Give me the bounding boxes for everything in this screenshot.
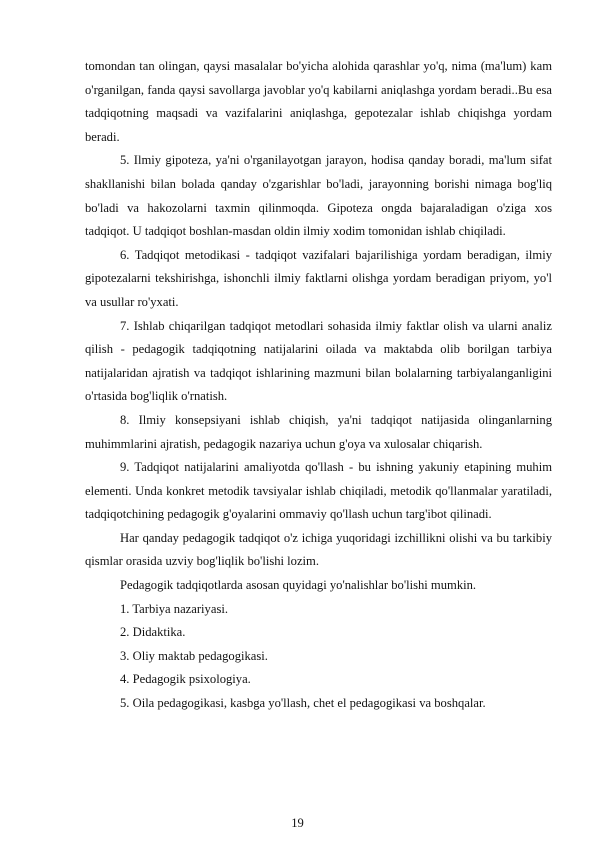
list-item: 5. Oila pedagogikasi, kasbga yo'llash, chet el pedagogikasi va boshqalar.: [120, 696, 486, 711]
list-item: 1. Tarbiya nazariyasi.: [120, 601, 228, 616]
list-item: 3. Oliy maktab pedagogikasi.: [120, 648, 268, 663]
paragraph-item-9: 9. Tadqiqot natijalarini amaliyotda qo'llash - bu ishning yakuniy etapining muhim elementi. Unda konkret metodik tavsiyalar ishlab chiqiladi, metodik qo'llanmalar yaratiladi, tadqiqotchining pedagogik g'oyalarini ommaviy qo'llash uchun targ'ibot qilinadi.: [85, 460, 552, 522]
paragraph-item-6: 6. Tadqiqot metodikasi - tadqiqot vazifalari bajarilishiga yordam beradigan, ilmiy gipotezalarni tekshirishga, ishonchli ilmiy faktlarni olishga yordam beradigan priyom, yo'l va usullar ro'yxati.: [85, 247, 552, 309]
page-number: 19: [291, 816, 304, 830]
paragraph-continuation: tomondan tan olingan, qaysi masalalar bo'yicha alohida qarashlar yo'q, nima (ma'lum) kam o'rganilgan, fanda qaysi savollarga javoblar yo'q kabilarni aniqlashga yordam beradi..Bu esa tadqiqotning maqsadi va vazifalarini aniqlashga, gepotezalar ishlab chiqishga yordam beradi.: [85, 59, 552, 144]
list-intro: Pedagogik tadqiqotlarda asosan quyidagi yo'nalishlar bo'lishi mumkin.: [120, 578, 477, 593]
paragraph-item-8: 8. Ilmiy konsepsiyani ishlab chiqish, ya'ni tadqiqot natijasida olinganlarning muhimmlarini ajratish, pedagogik nazariya uchun g'oya va xulosalar chiqarish.: [85, 412, 552, 451]
document-body: [85, 55, 552, 716]
list-item: 2. Didaktika.: [120, 625, 186, 640]
list-item: 4. Pedagogik psixologiya.: [120, 672, 251, 687]
paragraph-summary: Har qanday pedagogik tadqiqot o'z ichiga yuqoridagi izchillikni olishi va bu tarkibiy qismlar orasida uzviy bog'liqlik bo'lishi lozim.: [85, 530, 552, 569]
paragraph-item-5: 5. Ilmiy gipoteza, ya'ni o'rganilayotgan jarayon, hodisa qanday boradi, ma'lum sifat shakllanishi bilan bolada qanday o'zgarishlar bo'ladi, jarayonning borishi nimaga bog'liq bo'ladi va hakozolarni taxmin qilinmoqda. Gipoteza ongda bajaraladigan o'ziga xos tadqiqot. U tadqiqot boshlan-masdan oldin ilmiy xodim tomonidan ishlab chiqiladi.: [85, 153, 552, 239]
paragraph-item-7: 7. Ishlab chiqarilgan tadqiqot metodlari sohasida ilmiy faktlar olish va ularni analiz qilish - pedagogik tadqiqotning natijalarini oilada va maktabda olib borilgan tarbiya natijalaridan ajratish va tadqiqot ishlarining mazmuni bilan bolalarning tarbiyalanganligini o'rtasida bog'liqlik o'rnatish.: [85, 318, 552, 404]
